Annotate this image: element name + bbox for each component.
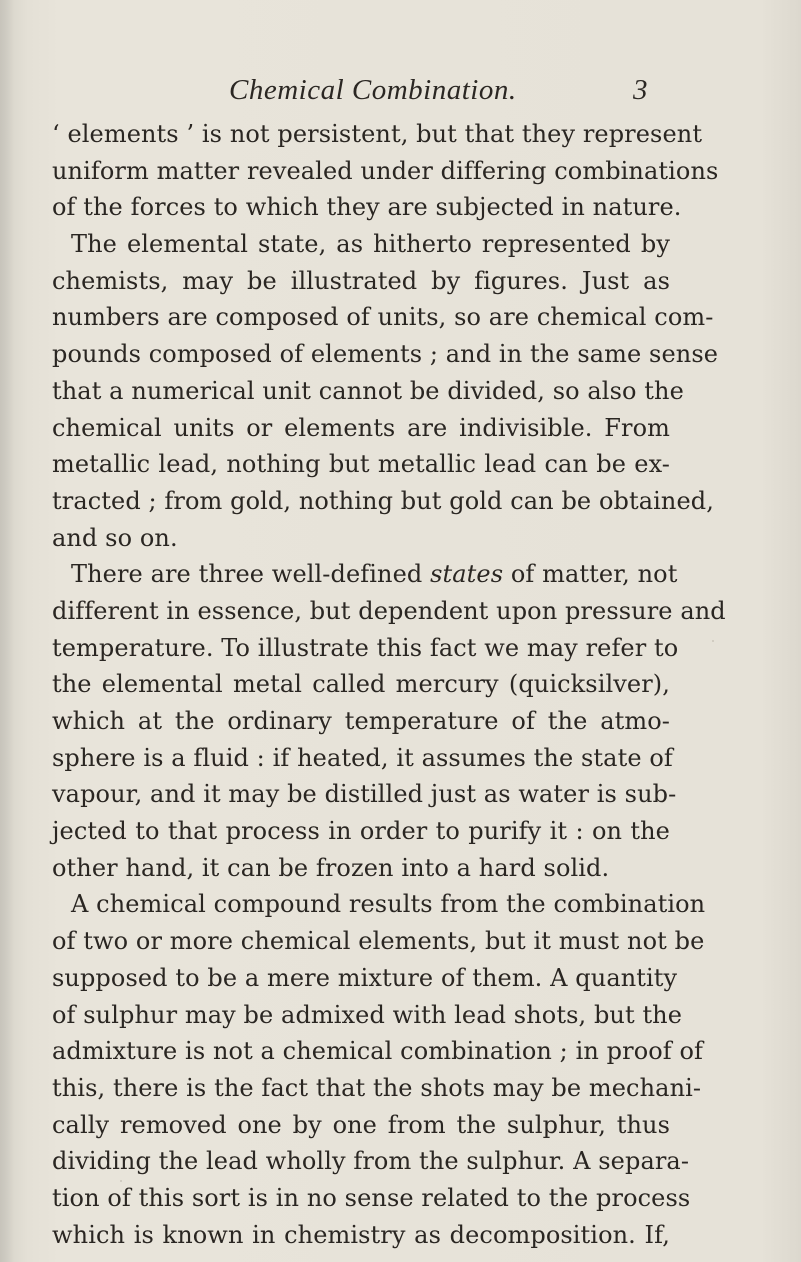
spine-shadow (0, 0, 14, 1262)
paper-speck (470, 1200, 473, 1203)
text-line: which at the ordinary temperature of the atmo- (52, 707, 670, 735)
text-line: The elemental state, as hitherto represented by (71, 230, 670, 259)
running-head (0, 74, 801, 110)
text-line: other hand, it can be frozen into a hard solid. (52, 853, 610, 882)
text-line: temperature. To illustrate this fact we may refer to (52, 633, 679, 662)
text-line: of sulphur may be admixed with lead shots, but the (52, 1000, 683, 1029)
text-line: this, there is the fact that the shots may be mechani- (52, 1073, 702, 1102)
text-line: tion of this sort is in no sense related to the process (52, 1183, 691, 1212)
text-line: supposed to be a mere mixture of them. A quantity (52, 963, 678, 992)
text-line: and so on. (52, 523, 178, 552)
text-line: of the forces to which they are subjected in nature. (52, 193, 682, 222)
text-line-states (52, 556, 678, 593)
text-line: different in essence, but dependent upon pressure and (52, 596, 726, 625)
text-line: ‘ elements ’ is not persistent, but that they represent (52, 120, 703, 148)
text-line: metallic lead, nothing but metallic lead can be ex- (52, 450, 670, 479)
text-line: uniform matter revealed under differing combinations (52, 156, 719, 185)
paper-speck (712, 640, 714, 642)
text-line: which is known in chemistry as decomposition. If, (52, 1220, 670, 1249)
states-word: states (430, 560, 504, 589)
running-title: Chemical Combination. (229, 74, 517, 106)
text-line: of two or more chemical elements, but it must not be (52, 927, 705, 956)
text-line: admixture is not a chemical combination ; in proof of (52, 1037, 704, 1066)
text-line: numbers are composed of units, so are chemical com- (52, 303, 714, 332)
states-line-suffix: of matter, not (510, 560, 678, 589)
page-number: 3 (633, 74, 648, 106)
text-line: that a numerical unit cannot be divided, so also the (52, 376, 684, 405)
text-line: A chemical compound results from the combination (71, 890, 706, 919)
text-line: chemists, may be illustrated by figures. Just as (52, 266, 670, 295)
paper-speck (120, 1180, 122, 1182)
text-line: cally removed one by one from the sulphur, thus (52, 1110, 670, 1139)
text-line: jected to that process in order to purify it : on the (52, 817, 670, 846)
text-line: vapour, and it may be distilled just as water is sub- (52, 780, 677, 809)
states-line-prefix: There are three well-defined (71, 560, 423, 589)
text-line: dividing the lead wholly from the sulphur. A separa- (52, 1147, 690, 1176)
text-line: tracted ; from gold, nothing but gold can be obtained, (52, 486, 714, 515)
text-line: the elemental metal called mercury (quicksilver), (52, 670, 670, 699)
body-text (52, 116, 726, 1253)
text-line: chemical units or elements are indivisible. From (52, 413, 670, 442)
text-line: pounds composed of elements ; and in the same sense (52, 340, 719, 369)
text-line: sphere is a fluid : if heated, it assumes the state of (52, 743, 673, 772)
